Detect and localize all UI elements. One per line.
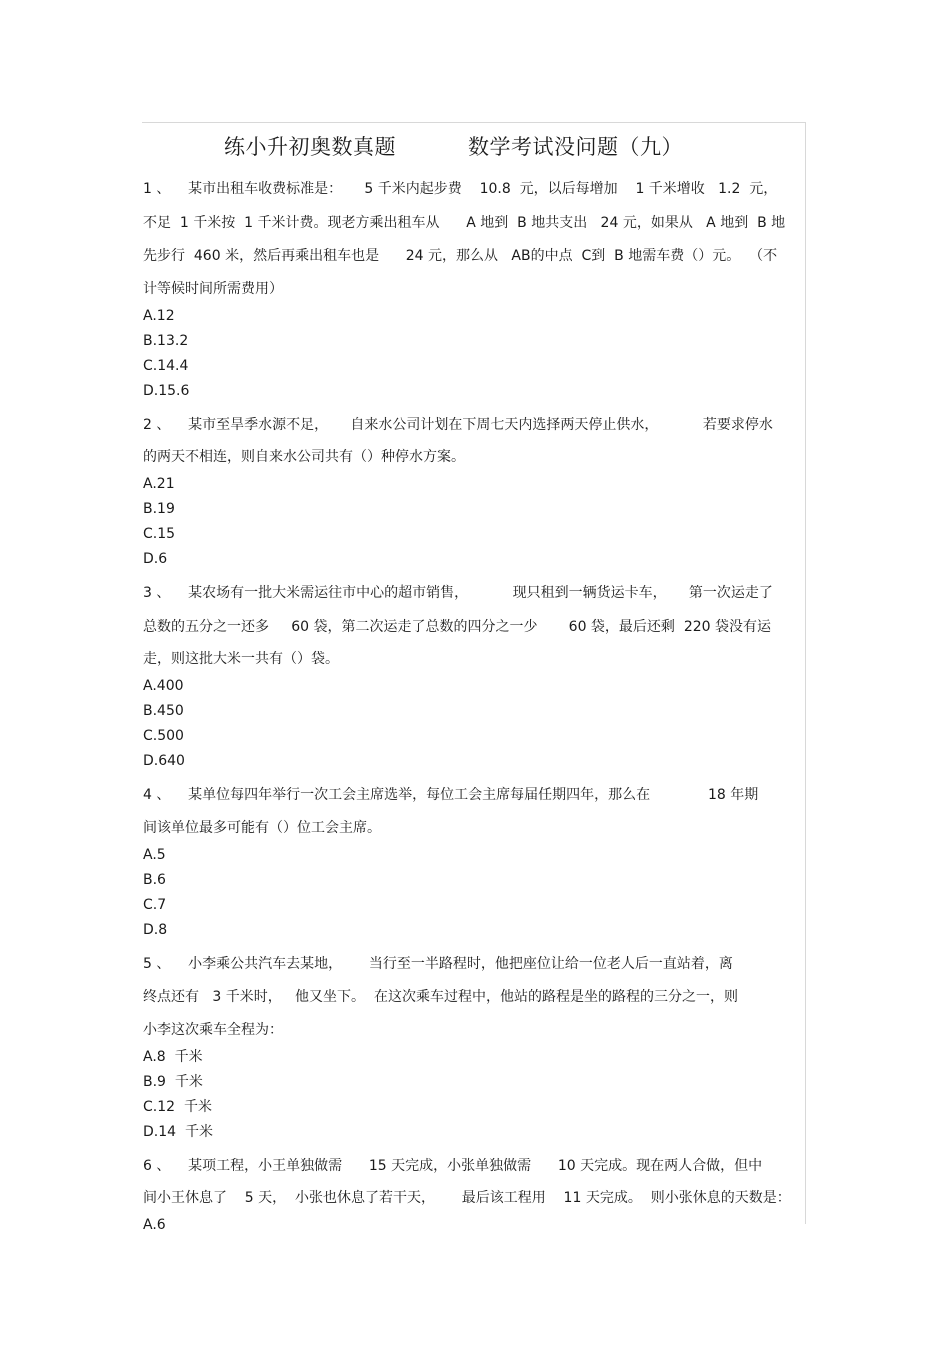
option-c: C.14.4 bbox=[143, 357, 189, 374]
option-a: A.400 bbox=[143, 678, 184, 694]
question-text-line: 走，则这批大米一共有（）袋。 bbox=[143, 651, 339, 667]
option-c: C.12 千米 bbox=[143, 1098, 212, 1115]
question-text-line: 先步行 460 米，然后再乘出租车也是 24 元，那么从 AB的中点 C到 B 地需车费（）元。 （不 bbox=[143, 248, 778, 264]
question-text-line: 3 、 某农场有一批大米需运往市中心的超市销售， 现只租到一辆货运卡车， 第一次运走了 bbox=[143, 585, 773, 601]
document-title bbox=[142, 132, 806, 162]
title-part-2: 数学考试没问题（九） bbox=[468, 135, 683, 159]
answer-options bbox=[143, 674, 805, 774]
option-b: B.450 bbox=[143, 703, 184, 719]
question-text-line: 6 、 某项工程，小王单独做需 15 天完成，小张单独做需 10 天完成。现在两人合做，但中 bbox=[143, 1157, 763, 1174]
answer-options bbox=[143, 1213, 805, 1238]
option-c: C.15 bbox=[143, 526, 176, 542]
option-a: A.8 千米 bbox=[143, 1048, 203, 1065]
question-text-line: 不足 1 千米按 1 千米计费。现老方乘出租车从 A 地到 B 地共支出 24 元，如果从 A 地到 B 地 bbox=[143, 214, 786, 231]
option-d: D.15.6 bbox=[143, 382, 190, 399]
question-4 bbox=[143, 779, 805, 943]
question-text-line: 4 、 某单位每四年举行一次工会主席选举，每位工会主席每届任期四年，那么在 18 年期 bbox=[143, 787, 759, 803]
question-5 bbox=[143, 948, 805, 1145]
option-b: B.19 bbox=[143, 501, 175, 517]
question-text-line: 2 、 某市至旱季水源不足， 自来水公司计划在下周七天内选择两天停止供水， 若要求停水 bbox=[143, 416, 773, 433]
option-c: C.500 bbox=[143, 728, 184, 744]
option-b: B.9 千米 bbox=[143, 1073, 203, 1090]
answer-options bbox=[143, 304, 805, 404]
question-3 bbox=[143, 577, 805, 774]
question-text-line: 计等候时间所需费用） bbox=[143, 280, 283, 297]
question-1 bbox=[143, 173, 805, 404]
question-text-line: 间该单位最多可能有（）位工会主席。 bbox=[143, 819, 381, 836]
option-a: A.21 bbox=[143, 476, 175, 492]
option-a: A.12 bbox=[143, 307, 175, 324]
question-text-line: 的两天不相连，则自来水公司共有（）种停水方案。 bbox=[143, 449, 465, 465]
question-text-line: 总数的五分之一还多 60 袋，第二次运走了总数的四分之一少 60 袋，最后还剩 220 袋没有运 bbox=[143, 618, 772, 635]
option-a: A.6 bbox=[143, 1217, 166, 1233]
question-text-line: 间小王休息了 5 天， 小张也休息了若干天， 最后该工程用 11 天完成。 则小张休息的天数是： bbox=[143, 1190, 791, 1206]
answer-options bbox=[143, 1045, 805, 1145]
question-text-line: 小李这次乘车全程为： bbox=[143, 1021, 283, 1038]
answer-options bbox=[143, 843, 805, 943]
option-d: D.8 bbox=[143, 921, 168, 938]
option-a: A.5 bbox=[143, 846, 166, 863]
option-c: C.7 bbox=[143, 896, 167, 913]
question-6 bbox=[143, 1150, 805, 1239]
question-text-line: 5 、 小李乘公共汽车去某地， 当行至一半路程时，他把座位让给一位老人后一直站着，离 bbox=[143, 955, 733, 972]
option-d: D.6 bbox=[143, 551, 168, 567]
option-b: B.13.2 bbox=[143, 332, 189, 349]
title-part-1: 练小升初奥数真题 bbox=[224, 135, 396, 159]
question-list bbox=[143, 173, 805, 1243]
question-2 bbox=[143, 409, 805, 573]
option-d: D.640 bbox=[143, 753, 185, 769]
option-d: D.14 千米 bbox=[143, 1123, 213, 1140]
answer-options bbox=[143, 472, 805, 572]
option-b: B.6 bbox=[143, 871, 166, 888]
question-text-line: 1 、 某市出租车收费标准是： 5 千米内起步费 10.8 元，以后每增加 1 千米增收 1.2 元， bbox=[143, 181, 778, 197]
question-text-line: 终点还有 3 千米时， 他又坐下。 在这次乘车过程中，他站的路程是坐的路程的三分之一，则 bbox=[143, 989, 738, 1005]
